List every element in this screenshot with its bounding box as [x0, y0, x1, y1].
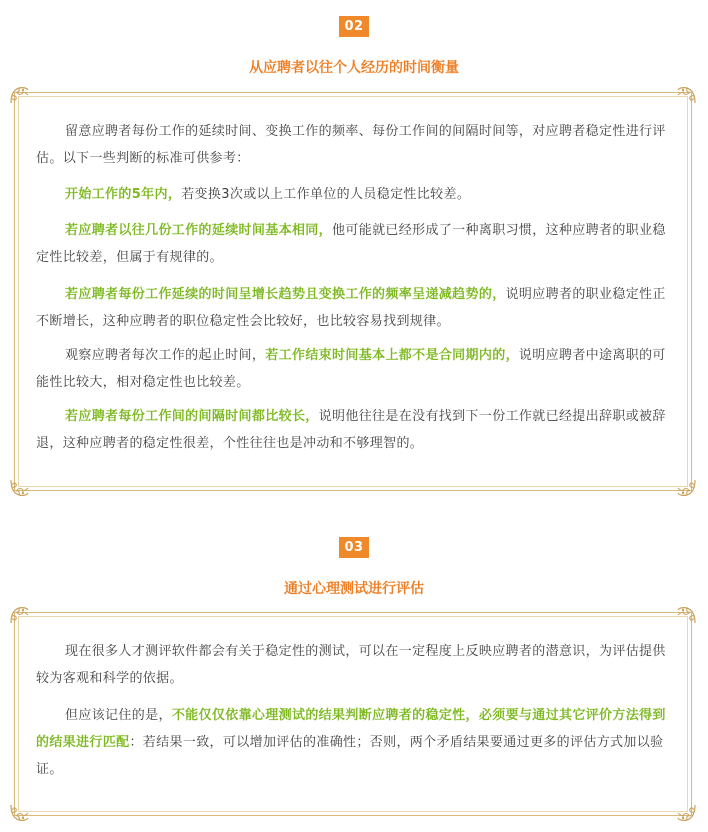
corner-flourish-icon — [8, 604, 30, 626]
section-number-badge: 03 — [339, 537, 369, 558]
corner-flourish-icon — [8, 477, 30, 499]
highlighted-text: 若应聘者以往几份工作的延续时间基本相同， — [65, 223, 333, 238]
body-text: 现在很多人才测评软件都会有关于稳定性的测试，可以在一定程度上反映应聘者的潜意识，为评估提供较为客观和科学的依据。 — [36, 644, 666, 686]
body-text: 若变换3次或以上工作单位的人员稳定性比较差。 — [181, 187, 471, 202]
paragraph — [36, 702, 672, 783]
paragraph — [36, 342, 672, 396]
paragraph — [36, 638, 672, 692]
body-text: ：若结果一致，可以增加评估的准确性；否则，两个矛盾结果要通过更多的评估方式加以验证。 — [36, 735, 664, 777]
paragraph — [36, 281, 672, 335]
body-text: 他可能就已经形成了一种离职习惯，这种应聘者的职业稳定性比较差，但属于有规律的。 — [36, 223, 666, 265]
section-heading: 从应聘者以往个人经历的时间衡量 — [249, 60, 459, 76]
body-text: 说明他往往是在没有找到下一份工作就已经提出辞职或被辞退，这种应聘者的稳定性很差，个性往往也是冲动和不够理智的。 — [36, 409, 666, 451]
corner-flourish-icon — [676, 802, 698, 824]
paragraph — [36, 217, 672, 271]
body-text: 说明应聘者中途离职的可能性比较大，相对稳定性也比较差。 — [36, 348, 666, 390]
body-text: 观察应聘者每次工作的起止时间， — [65, 348, 266, 363]
body-text: 说明应聘者的职业稳定性正不断增长，这种应聘者的职位稳定性会比较好，也比较容易找到规律。 — [36, 287, 666, 329]
section-heading: 通过心理测试进行评估 — [284, 581, 424, 597]
corner-flourish-icon — [8, 802, 30, 824]
corner-flourish-icon — [8, 84, 30, 106]
body-text: 但应该记住的是， — [65, 708, 172, 723]
section-number-badge: 02 — [339, 16, 369, 37]
corner-flourish-icon — [676, 84, 698, 106]
paragraph — [36, 403, 672, 457]
highlighted-text: 若应聘者每份工作延续的时间呈增长趋势且变换工作的频率呈递减趋势的， — [65, 287, 506, 302]
highlighted-text: 开始工作的5年内， — [65, 187, 182, 202]
highlighted-text: 若应聘者每份工作间的间隔时间都比较长， — [65, 409, 319, 424]
paragraph — [36, 181, 672, 208]
highlighted-text: 不能仅仅依靠心理测试的结果判断应聘者的稳定性，必须要与通过其它评价方法得到的结果进行匹配 — [36, 708, 666, 750]
corner-flourish-icon — [676, 604, 698, 626]
highlighted-text: 若工作结束时间基本上都不是合同期内的， — [265, 348, 519, 363]
paragraph — [36, 118, 672, 172]
corner-flourish-icon — [676, 477, 698, 499]
body-text: 留意应聘者每份工作的延续时间、变换工作的频率、每份工作间的间隔时间等，对应聘者稳定性进行评估。以下一些判断的标准可供参考： — [36, 124, 666, 166]
